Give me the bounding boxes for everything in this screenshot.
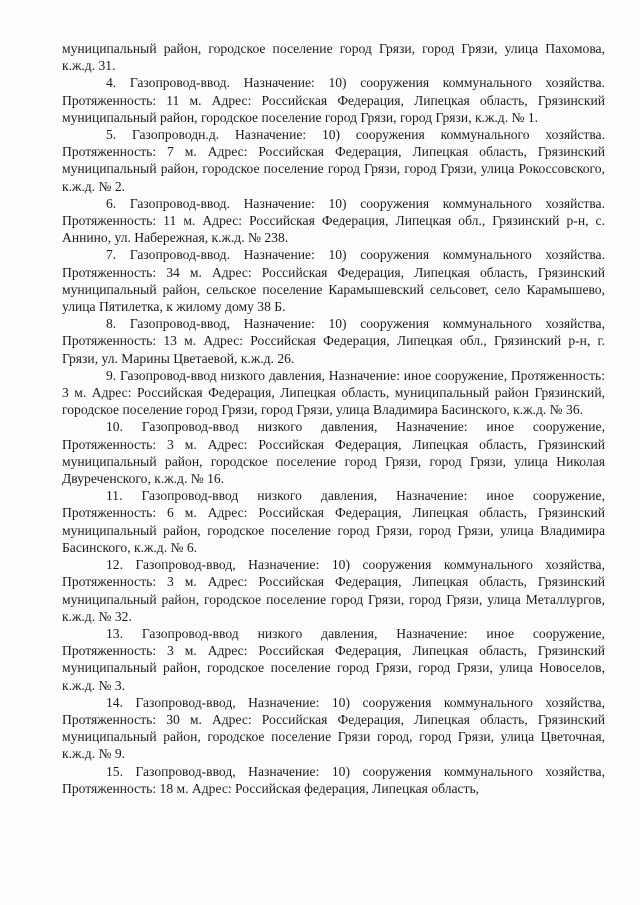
- paragraph-item-15: 15. Газопровод-ввод, Назначение: 10) сооружения коммунального хозяйства, Протяженность: 18 м. Адрес: Российская федерация, Липецкая область,: [62, 763, 605, 796]
- paragraph-item-8: 8. Газопровод-ввод, Назначение: 10) сооружения коммунального хозяйства, Протяженность: 13 м. Адрес: Российская Федерация, Липецкая обл., Грязинский р-н, г. Грязи, ул. Марины Цветаевой, к.ж.д. 26.: [62, 316, 605, 366]
- paragraph-continuation: муниципальный район, городское поселение город Грязи, город Грязи, улица Пахомова, к.ж.д. 31.: [62, 41, 605, 74]
- paragraph-item-10: 10. Газопровод-ввод низкого давления, Назначение: иное сооружение, Протяженность: 3 м. Адрес: Российская Федерация, Липецкая область, Грязинский муниципальный район, городское поселение город Грязи, город Грязи, улица Николая Двуреченского, к.ж.д. № 16.: [62, 419, 605, 487]
- paragraph-item-12: 12. Газопровод-ввод, Назначение: 10) сооружения коммунального хозяйства, Протяженность: 3 м. Адрес: Российская Федерация, Липецкая область, Грязинский муниципальный район, городское поселение город Грязи, город Грязи, улица Металлургов, к.ж.д. № 32.: [62, 557, 605, 624]
- paragraph-item-9: 9. Газопровод-ввод низкого давления, Назначение: иное сооружение, Протяженность: 3 м. Адрес: Российская Федерация, Липецкая область, муниципальный район Грязинский, городское поселение город Грязи, город Грязи, улица Владимира Басинского, к.ж.д. № 36.: [62, 367, 605, 418]
- paragraph-item-4: 4. Газопровод-ввод. Назначение: 10) сооружения коммунального хозяйства. Протяженность: 11 м. Адрес: Российская Федерация, Липецкая область, Грязинский муниципальный район, городское поселение город Грязи, город Грязи, к.ж.д. № 1.: [62, 75, 605, 125]
- paragraph-item-11: 11. Газопровод-ввод низкого давления, Назначение: иное сооружение, Протяженность: 6 м. Адрес: Российская Федерация, Липецкая область, Грязинский муниципальный район, городское поселение город Грязи, город Грязи, улица Владимира Басинского, к.ж.д. № 6.: [62, 488, 605, 555]
- paragraph-item-6: 6. Газопровод-ввод. Назначение: 10) сооружения коммунального хозяйства. Протяженность: 11 м. Адрес: Российская Федерация, Липецкая обл., Грязинский р-н, с. Аннино, ул. Набережная, к.ж.д. № 238.: [62, 195, 605, 246]
- paragraph-item-5: 5. Газопроводн.д. Назначение: 10) сооружения коммунального хозяйства. Протяженность: 7 м. Адрес: Российская Федерация, Липецкая область, Грязинский муниципальный район, городское поселение город Грязи, город Грязи, улица Рокоссовского, к.ж.д. № 2.: [62, 127, 605, 194]
- paragraph-item-14: 14. Газопровод-ввод, Назначение: 10) сооружения коммунального хозяйства, Протяженность: 30 м. Адрес: Российская Федерация, Липецкая область, Грязинский муниципальный район, городское поселение Грязи город, город Грязи, улица Цветочная, к.ж.д. № 9.: [62, 694, 605, 762]
- paragraph-item-7: 7. Газопровод-ввод. Назначение: 10) сооружения коммунального хозяйства. Протяженность: 34 м. Адрес: Российская Федерация, Липецкая область, Грязинский муниципальный район, сельское поселение Карамышевский сельсовет, село Карамышево, улица Пятилетка, к жилому дому 38 Б.: [62, 247, 605, 315]
- paragraph-item-13: 13. Газопровод-ввод низкого давления, Назначение: иное сооружение, Протяженность: 3 м. Адрес: Российская Федерация, Липецкая область, Грязинский муниципальный район, городское поселение город Грязи, город Грязи, улица Новоселов, к.ж.д. № 3.: [62, 625, 605, 693]
